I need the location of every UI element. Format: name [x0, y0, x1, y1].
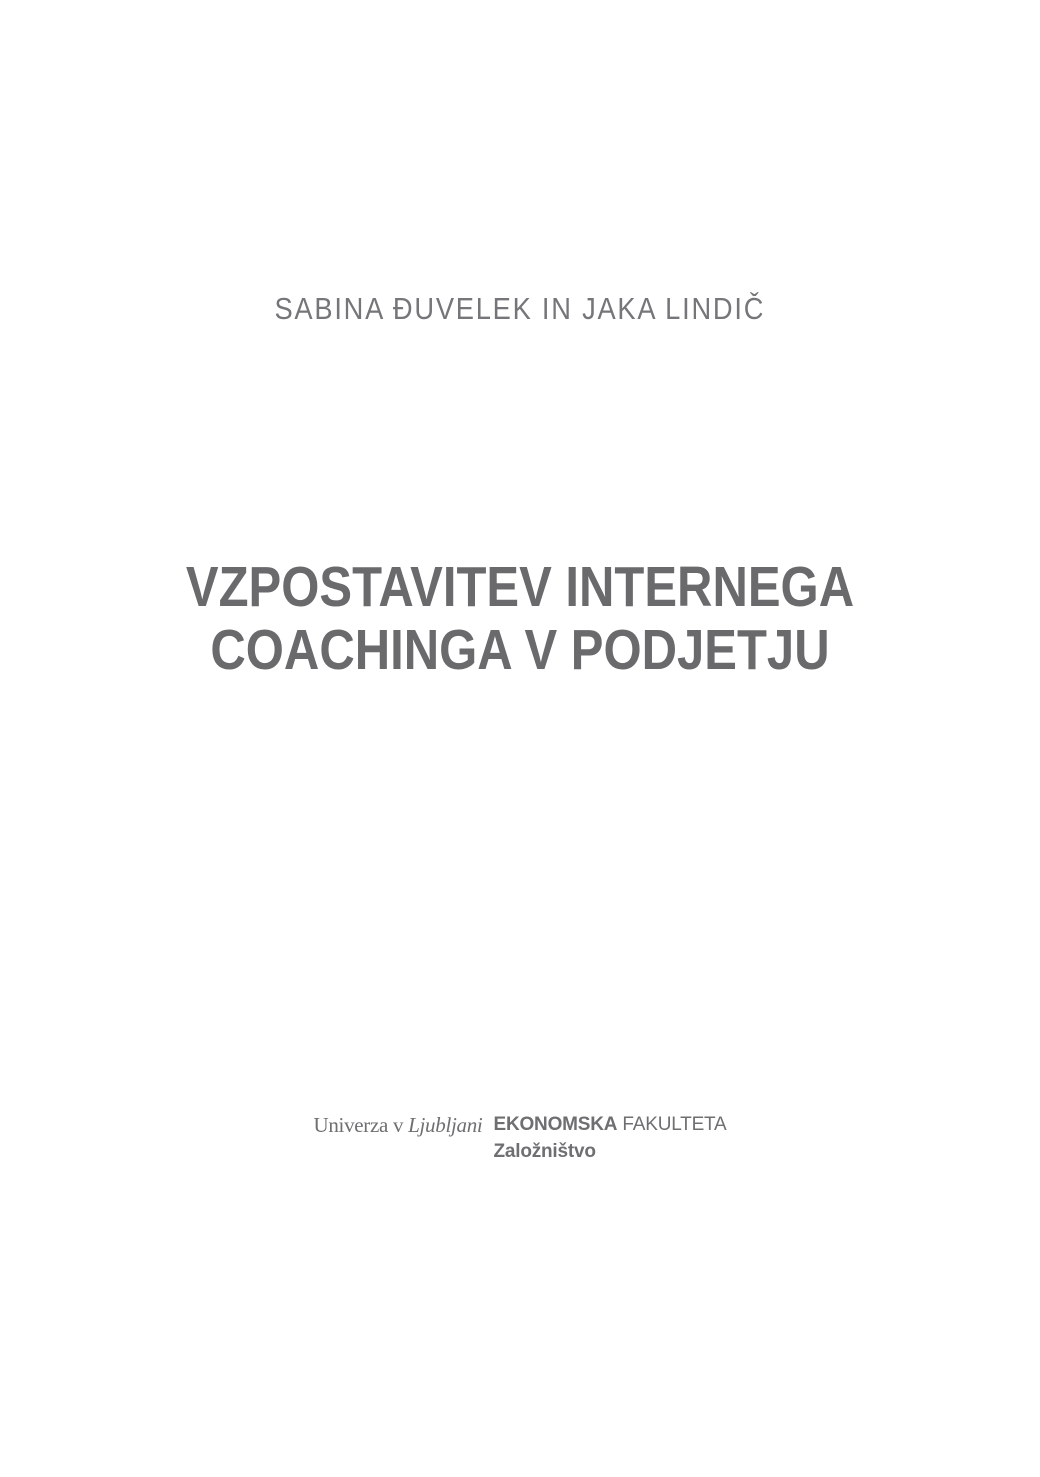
university-name — [313, 1112, 482, 1138]
publishing-department: Založništvo — [493, 1141, 596, 1162]
university-name-italic: Ljubljani — [408, 1113, 483, 1137]
author-names: SABINA ĐUVELEK IN JAKA LINDIČ — [274, 291, 766, 326]
author-line — [0, 292, 1040, 326]
book-title-line-2: COACHINGA V PODJETJU — [210, 618, 830, 682]
book-title — [73, 556, 967, 682]
publisher-block — [0, 1111, 1040, 1165]
faculty-name-bold: EKONOMSKA — [493, 1114, 618, 1135]
faculty-name — [493, 1111, 726, 1138]
faculty-block — [493, 1111, 726, 1165]
book-title-line-1: VZPOSTAVITEV INTERNEGA — [185, 555, 855, 619]
university-name-roman: Univerza v — [313, 1113, 404, 1137]
faculty-name-regular: FAKULTETA — [622, 1114, 727, 1135]
